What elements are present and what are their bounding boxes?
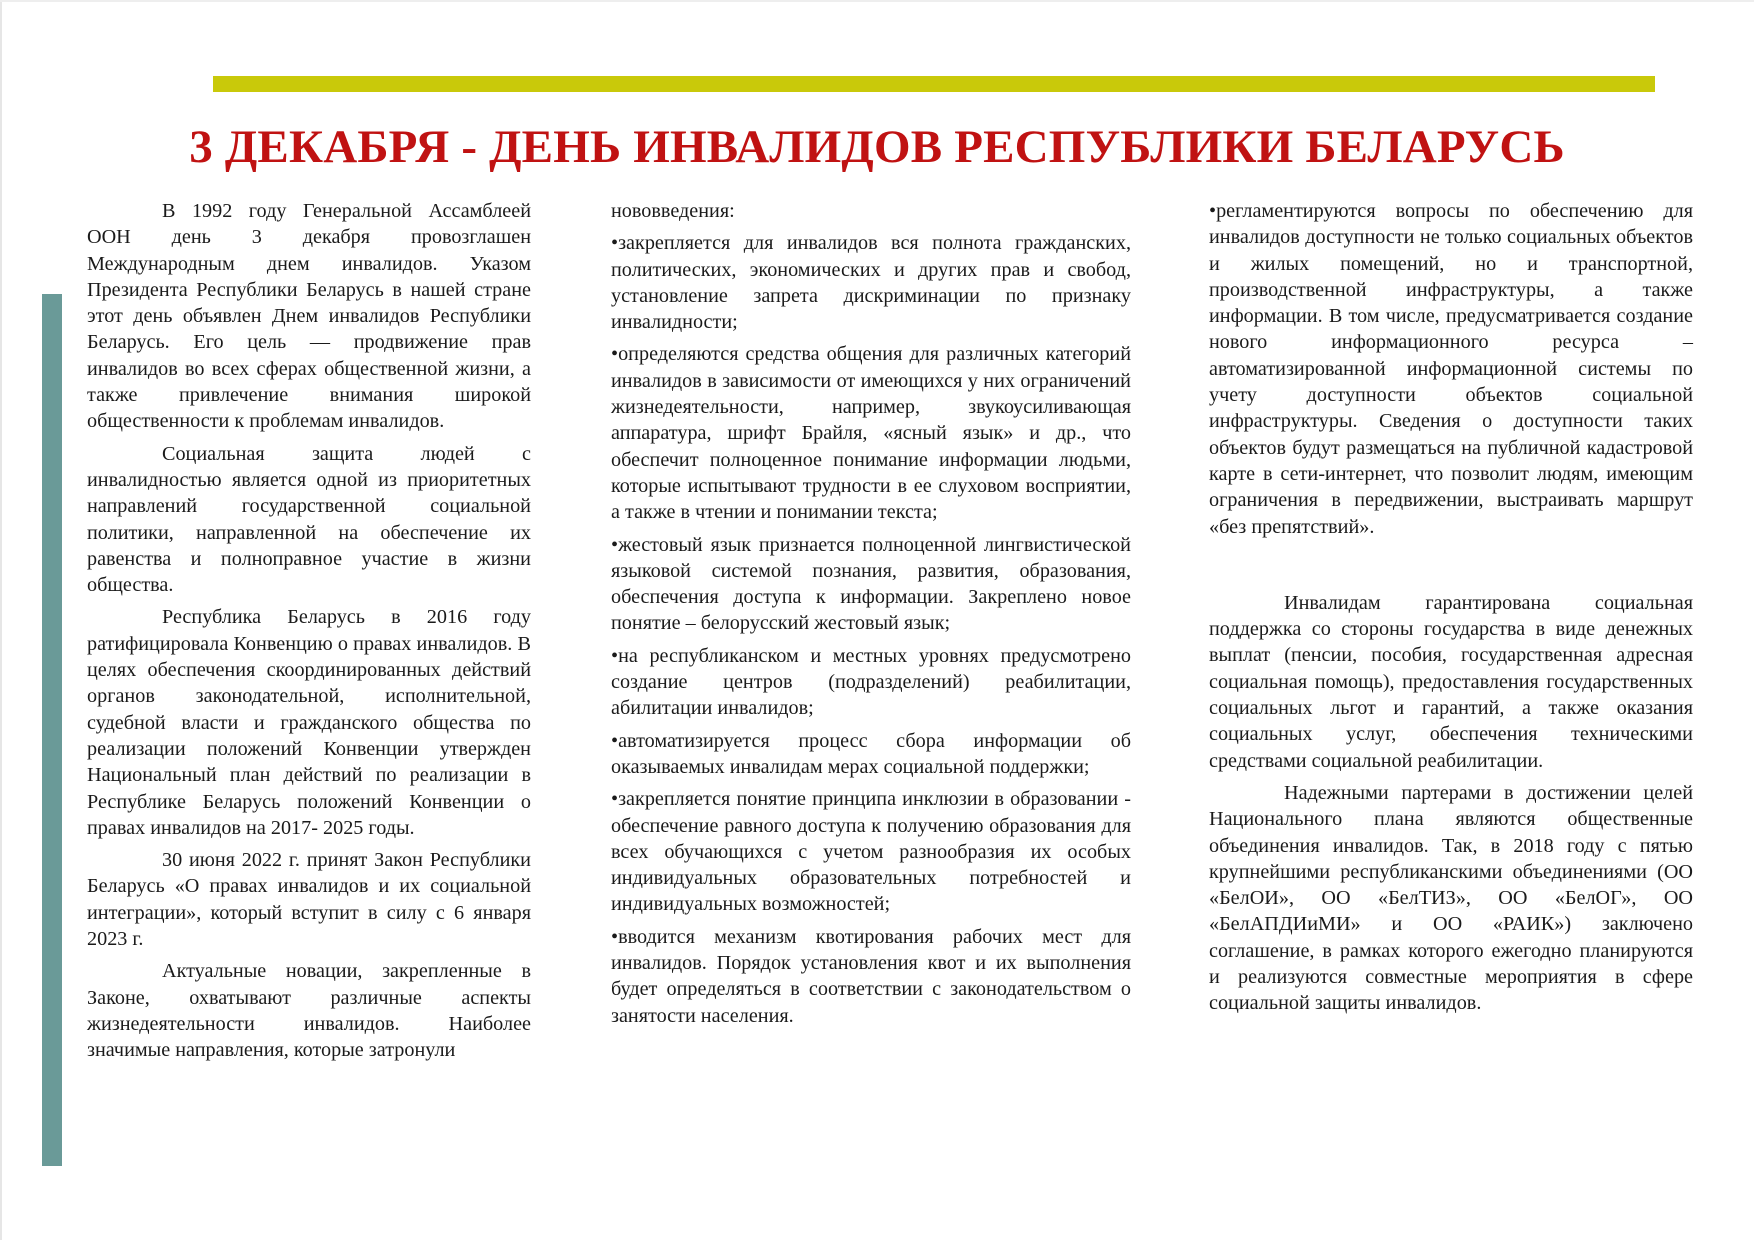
bullet-item xyxy=(611,532,1131,637)
column-1 xyxy=(87,198,531,1070)
bullet-text: определяются средства общения для различных категорий инвалидов в зависимости от имеющихся у них ограничений жизнедеятельности, например, звукоусиливающая аппаратура, шрифт Брайля, «ясный язык» и др., что обеспечит полноценное понимание информации людьми, которые испытывают трудности в ее слуховом восприятии, а также в чтении и понимании текста; xyxy=(611,343,1131,524)
paragraph: Социальная защита людей с инвалидностью является одной из приоритетных направлений государственной социальной политики, направленной на обеспечение их равенства и полноправное участие в жизни общества. xyxy=(87,442,531,597)
column-3 xyxy=(1209,198,1693,1023)
bullet-item xyxy=(611,728,1131,781)
paragraph: 30 июня 2022 г. принят Закон Республики Беларусь «О правах инвалидов и их социальной интеграции», который вступит в силу с 6 января 2023 г. xyxy=(87,849,531,951)
paragraph: Инвалидам гарантирована социальная поддержка со стороны государства в виде денежных выплат (пенсии, пособия, государственная адресная социальная помощь), предоставления государственных социальных льгот и гарантий, а также оказания социальных услуг, обеспечения техническими средствами социальной реабилитации. xyxy=(1209,591,1693,772)
bullet-item xyxy=(1209,198,1693,540)
bullet-item xyxy=(611,786,1131,917)
column-2 xyxy=(611,198,1131,1035)
page-left-border xyxy=(0,0,2,1240)
page-top-border xyxy=(0,0,1754,2)
bullet-item xyxy=(611,341,1131,525)
bullet-text: автоматизируется процесс сбора информации об оказываемых инвалидам мерах социальной поддержки; xyxy=(611,729,1131,778)
bullet-item xyxy=(611,230,1131,335)
bullet-item xyxy=(611,924,1131,1029)
bullet-text: регламентируются вопросы по обеспечению для инвалидов доступности не только социальных объектов и жилых помещений, но и транспортной, производственной инфраструктуры, а также информации. В том числе, предусматривается создание нового информационного ресурса – автоматизированной информационной системы по учету доступности объектов социальной инфраструктуры. Сведения о доступности таких объектов будут размещаться на публичной кадастровой карте в сети-интернет, что позволит людям, имеющим ограничения в передвижении, выстраивать маршрут «без препятствий». xyxy=(1209,200,1693,538)
paragraph: Республика Беларусь в 2016 году ратифицировала Конвенцию о правах инвалидов. В целях обеспечения скоординированных действий органов законодательной, исполнительной, судебной власти и гражданского общества по реализации положений Конвенции утвержден Национальный план действий по реализации в Республике Беларусь положений Конвенции о правах инвалидов на 2017- 2025 годы. xyxy=(87,606,531,839)
bullet-text: закрепляется для инвалидов вся полнота гражданских, политических, экономических и других прав и свобод, установление запрета дискриминации по признаку инвалидности; xyxy=(611,232,1131,334)
page-title: 3 ДЕКАБРЯ - ДЕНЬ ИНВАЛИДОВ РЕСПУБЛИКИ БЕЛАРУСЬ xyxy=(189,121,1565,173)
paragraph: Надежными партерами в достижении целей Национального плана являются общественные объединения инвалидов. Так, в 2018 году с пятью крупнейшими республиканскими объединениями (ОО «БелОИ», ОО «БелТИЗ», ОО «БелОГ», ОО «БелАПДИиМИ» и ОО «РАИК») заключено соглашение, в рамках которого ежегодно планируются и реализуются совместные мероприятия в сфере социальной защиты инвалидов. xyxy=(1209,781,1693,1015)
paragraph: В 1992 году Генеральной Ассамблеей ООН день 3 декабря провозглашен Международным днем инвалидов. Указом Президента Республики Беларусь в нашей стране этот день объявлен Днем инвалидов Республики Беларусь. Его цель — продвижение прав инвалидов во всех сферах общественной жизни, а также привлечение внимания широкой общественности к проблемам инвалидов. xyxy=(87,200,531,433)
spacer xyxy=(1209,546,1693,590)
bullet-text: вводится механизм квотирования рабочих мест для инвалидов. Порядок установления квот и их выполнения будет определяться в соответствии с законодательством о занятости населения. xyxy=(611,925,1131,1027)
lead-text: нововведения: xyxy=(611,200,735,222)
bullet-item xyxy=(611,643,1131,722)
bullet-text: закрепляется понятие принципа инклюзии в образовании - обеспечение равного доступа к получению образования для всех обучающихся с учетом разнообразия их особых индивидуальных образовательных потребностей и индивидуальных возможностей; xyxy=(611,788,1131,916)
bullet-text: жестовый язык признается полноценной лингвистической языковой системой познания, развития, образования, обеспечения доступа к информации. Закреплено новое понятие – белорусский жестовый язык; xyxy=(611,533,1131,635)
paragraph: Актуальные новации, закрепленные в Законе, охватывают различные аспекты жизнедеятельности инвалидов. Наиболее значимые направления, которые затронули xyxy=(87,960,531,1062)
side-accent-bar xyxy=(42,294,62,1166)
top-accent-bar xyxy=(213,76,1655,92)
bullet-text: на республиканском и местных уровнях предусмотрено создание центров (подразделений) реабилитации, абилитации инвалидов; xyxy=(611,644,1131,720)
